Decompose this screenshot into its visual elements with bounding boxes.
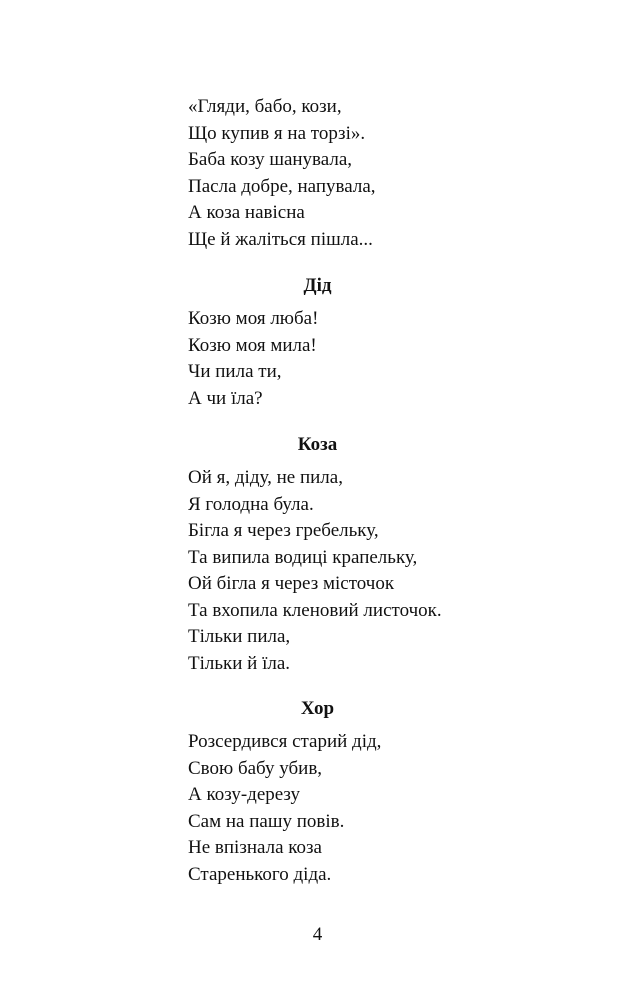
poem-line: Козю моя люба! — [188, 308, 319, 329]
poem-line: Сам на пашу повів. — [188, 810, 345, 832]
poem-line: А коза навісна — [188, 202, 305, 223]
poem-line: А чи їла? — [188, 387, 263, 409]
stanza-koza — [188, 465, 588, 677]
poem-line: Баба козу шанувала, — [188, 149, 353, 170]
poem-line: Що купив я на торзі». — [188, 122, 366, 144]
poem-line: Не впізнала коза — [188, 837, 322, 858]
poem-line: Ще й жаліться пішла... — [188, 228, 373, 250]
poem-line: Я голодна була. — [188, 493, 314, 515]
poem-line: Пасла добре, напувала, — [188, 175, 376, 197]
stanza-intro — [188, 94, 588, 253]
poem-line: Тільки пила, — [188, 626, 291, 647]
stanza-did — [188, 306, 588, 412]
section-heading-did: Дід — [303, 275, 332, 296]
section-heading-khor: Хор — [300, 698, 335, 719]
poem-line: Старенького діда. — [188, 863, 332, 885]
poem-line: Розсердився старий дід, — [188, 731, 382, 752]
stanza-khor — [188, 729, 588, 888]
poem-line: Ой я, діду, не пила, — [188, 467, 343, 488]
poem-line: Ой бігла я через місточок — [188, 573, 395, 594]
page-number: 4 — [312, 924, 323, 945]
poem-line: Козю моя мила! — [188, 334, 317, 356]
poem-line: Та випила водиці крапельку, — [188, 546, 418, 568]
section-heading-koza: Коза — [297, 434, 338, 455]
poem-line: Чи пила ти, — [188, 361, 282, 382]
poem-line: Та вхопила кленовий листочок. — [188, 599, 442, 621]
poem-line: А козу-дерезу — [188, 784, 301, 805]
poem-line: Свою бабу убив, — [188, 757, 323, 779]
poem-line: «Гляди, бабо, кози, — [188, 96, 342, 117]
poem-line: Тільки й їла. — [188, 652, 291, 674]
poem-line: Бігла я через гребельку, — [188, 520, 379, 541]
